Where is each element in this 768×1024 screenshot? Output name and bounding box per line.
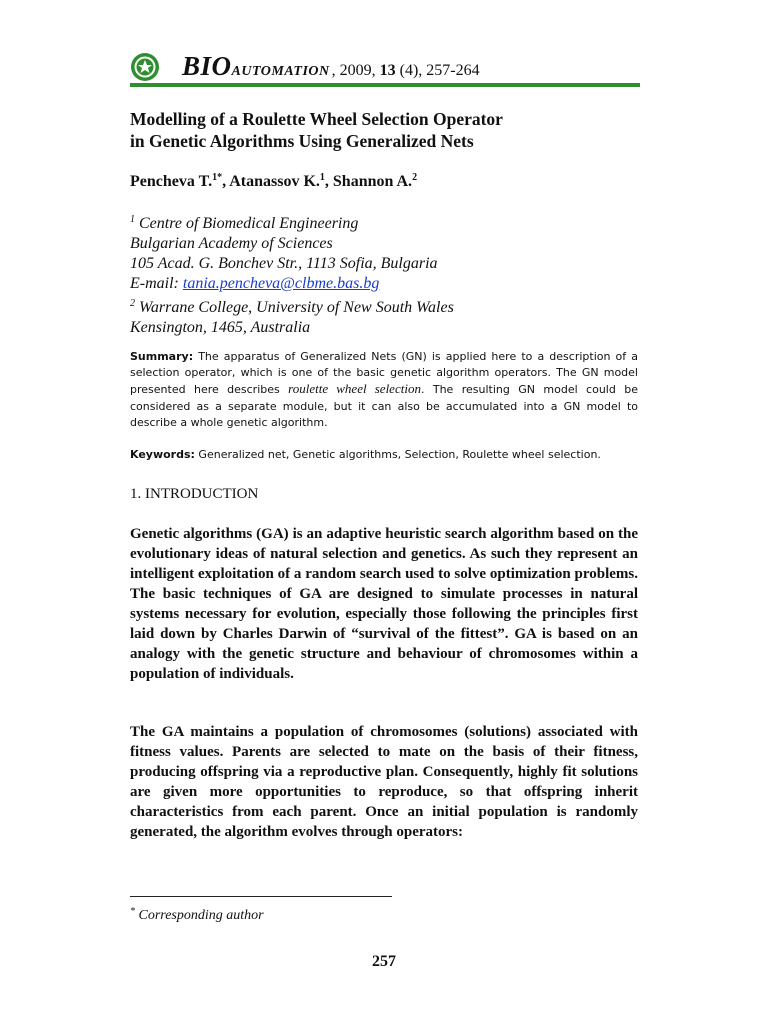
affiliation-line: [130, 294, 650, 318]
summary-label: Summary:: [130, 350, 194, 363]
author-2: Atanassov K.: [229, 173, 320, 190]
section-heading: 1. INTRODUCTION: [130, 486, 259, 502]
footnote-text: Corresponding author: [135, 908, 264, 923]
keywords-label: Keywords:: [130, 448, 195, 461]
affiliation-line: Kensington, 1465, Australia: [130, 319, 311, 336]
affiliation-line: Bulgarian Academy of Sciences: [130, 235, 333, 252]
keywords: [130, 448, 640, 461]
affiliation-1-name: Centre of Biomedical Engineering: [135, 215, 359, 232]
paper-title: [130, 108, 650, 152]
footnote-rule: [130, 896, 392, 897]
summary-abstract: [130, 349, 638, 431]
author-1-affil: 1*: [212, 172, 223, 183]
affiliation-2-mark: 2: [130, 298, 135, 309]
header-rule: [130, 83, 640, 87]
email-line: [130, 274, 650, 294]
summary-text: . The resulting GN model could be considered as a separate module, but it can also be accumulated into a GN model to describe a whole genetic algorithm.: [130, 383, 638, 429]
page-number: 257: [372, 953, 396, 970]
affiliations: [130, 210, 650, 338]
volume-number: 13: [379, 62, 396, 79]
footnote: [130, 906, 264, 924]
affiliation-line: 105 Acad. G. Bonchev Str., 1113 Sofia, Bulgaria: [130, 255, 438, 272]
email-label: E-mail:: [130, 275, 183, 292]
author-3-affil: 2: [412, 172, 418, 183]
journal-citation: [182, 51, 480, 84]
affiliation-2-name: Warrane College, University of New South Wales: [135, 299, 454, 316]
body-paragraph: The GA maintains a population of chromosomes (solutions) associated with fitness values. Parents are selected to mate on the basis of their fitness, producing offspring via a reproductive plan. Consequently, highly fit solutions are given more opportunities to reproduce, so that offspring inherit characteristics from each parent. Once an initial population is randomly generated, the algorithm evolves through operators:: [130, 724, 638, 840]
journal-year: [332, 62, 480, 79]
footnote-mark: *: [130, 906, 135, 917]
year-text: , 2009,: [331, 62, 380, 79]
author-2-affil: 1: [319, 172, 325, 183]
title-line-2: in Genetic Algorithms Using Generalized Nets: [130, 131, 474, 151]
summary-text: The apparatus of Generalized Nets (GN) is applied here to a description of a selection operator, which is one of the basic genetic algorithm operators. The GN model presented here describes: [130, 350, 638, 397]
author-1: Pencheva T.: [130, 173, 213, 190]
issue-pages: (4), 257-264: [395, 62, 480, 79]
affiliation-line: [130, 210, 650, 234]
title-line-1: Modelling of a Roulette Wheel Selection Operator: [130, 109, 503, 129]
email-link[interactable]: tania.pencheva@clbme.bas.bg: [182, 275, 380, 292]
journal-automation: AUTOMATION: [231, 64, 330, 79]
author-separator: ,: [324, 173, 333, 190]
journal-bio: BIO: [182, 51, 232, 81]
body-paragraph: Genetic algorithms (GA) is an adaptive heuristic search algorithm based on the evolutionary ideas of natural selection and genetics. As such they represent an intelligent exploitation of a random search used to solve optimization problems. The basic techniques of GA are designed to simulate processes in natural systems necessary for evolution, especially those following the principles first laid down by Charles Darwin of “survival of the fittest”. GA is based on an analogy with the genetic structure and behaviour of chromosomes within a population of individuals.: [130, 526, 638, 682]
author-list: [130, 172, 417, 191]
summary-italic-term: roulette wheel selection: [288, 381, 421, 397]
journal-header: [130, 50, 640, 86]
journal-logo-icon: [130, 52, 160, 82]
author-3: Shannon A.: [332, 173, 413, 190]
keywords-text: Generalized net, Genetic algorithms, Selection, Roulette wheel selection.: [194, 448, 601, 461]
affiliation-1-mark: 1: [130, 214, 135, 225]
author-separator: ,: [222, 173, 230, 190]
